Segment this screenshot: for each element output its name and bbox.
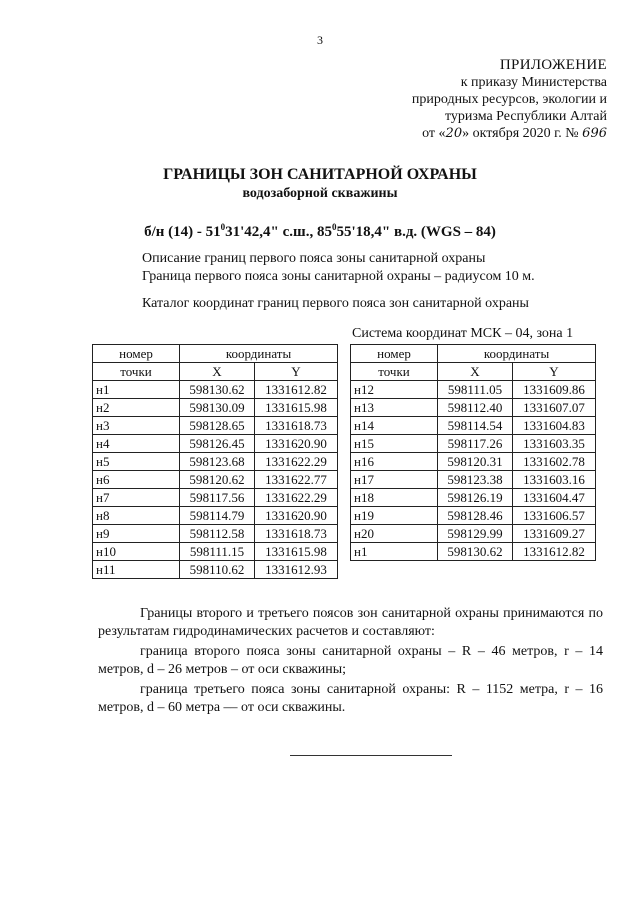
y-cell: 1331620.90 xyxy=(255,435,338,453)
point-cell: н19 xyxy=(351,507,438,525)
point-cell: н10 xyxy=(93,543,180,561)
y-cell: 1331618.73 xyxy=(255,417,338,435)
coordinate-system: Система координат МСК – 04, зона 1 xyxy=(352,326,574,341)
y-cell: 1331615.98 xyxy=(255,543,338,561)
y-cell: 1331618.73 xyxy=(255,525,338,543)
document-title: ГРАНИЦЫ ЗОН САНИТАРНОЙ ОХРАНЫ xyxy=(163,166,477,183)
table-row xyxy=(93,525,338,543)
paragraph-second-zone: граница второго пояса зоны санитарной охраны – R – 46 метров, r – 14 метров, d – 26 метров – от оси скважины; xyxy=(98,644,603,677)
appendix-date-line xyxy=(347,125,607,142)
paragraph-third-zone: граница третьего пояса зоны санитарной охраны: R – 1152 метра, r – 16 метров, d – 60 метра –– от оси скважины. xyxy=(98,682,603,715)
point-cell: н12 xyxy=(351,381,438,399)
point-cell: н14 xyxy=(351,417,438,435)
y-cell: 1331604.47 xyxy=(513,489,596,507)
date-prefix: от « xyxy=(422,126,446,141)
point-cell: н1 xyxy=(93,381,180,399)
x-cell: 598123.68 xyxy=(180,453,255,471)
y-cell: 1331602.78 xyxy=(513,453,596,471)
page-number: 3 xyxy=(317,33,323,47)
appendix-block xyxy=(347,57,607,142)
degree-mark: 0 xyxy=(331,222,337,232)
coords-part-a: б/н (14) - 51 xyxy=(144,224,221,240)
y-cell: 1331607.07 xyxy=(513,399,596,417)
x-cell: 598126.45 xyxy=(180,435,255,453)
header-point-number: номер xyxy=(351,345,438,363)
header-x: X xyxy=(180,363,255,381)
closing-rule xyxy=(290,755,452,756)
description-line-1: Описание границ первого пояса зоны санитарной охраны xyxy=(142,251,486,266)
point-cell: н18 xyxy=(351,489,438,507)
point-cell: н13 xyxy=(351,399,438,417)
x-cell: 598112.40 xyxy=(438,399,513,417)
y-cell: 1331612.93 xyxy=(255,561,338,579)
y-cell: 1331604.83 xyxy=(513,417,596,435)
point-cell: н4 xyxy=(93,435,180,453)
y-cell: 1331620.90 xyxy=(255,507,338,525)
point-cell: н2 xyxy=(93,399,180,417)
coords-part-c: 55'18,4" в.д. (WGS – 84) xyxy=(336,224,496,240)
header-point-number: номер xyxy=(93,345,180,363)
x-cell: 598130.09 xyxy=(180,399,255,417)
zone-description xyxy=(142,250,535,286)
table-row xyxy=(351,381,596,399)
table-row xyxy=(93,417,338,435)
document-subtitle: водозаборной скважины xyxy=(242,186,398,201)
x-cell: 598123.38 xyxy=(438,471,513,489)
date-day-handwritten: 20 xyxy=(445,126,463,141)
table-row xyxy=(351,417,596,435)
table-row xyxy=(351,507,596,525)
point-cell: н3 xyxy=(93,417,180,435)
y-cell: 1331603.35 xyxy=(513,435,596,453)
table-row xyxy=(93,399,338,417)
table-row xyxy=(93,381,338,399)
table-row xyxy=(351,543,596,561)
y-cell: 1331622.29 xyxy=(255,453,338,471)
x-cell: 598111.05 xyxy=(438,381,513,399)
point-cell: н7 xyxy=(93,489,180,507)
appendix-line-3: туризма Республики Алтай xyxy=(444,109,607,124)
x-cell: 598130.62 xyxy=(180,381,255,399)
appendix-line-2: природных ресурсов, экологии и xyxy=(411,92,607,107)
x-cell: 598120.62 xyxy=(180,471,255,489)
degree-mark: 0 xyxy=(220,222,226,232)
point-cell: н5 xyxy=(93,453,180,471)
order-number-handwritten: 696 xyxy=(582,126,607,141)
appendix-line-1: к приказу Министерства xyxy=(460,75,607,90)
point-cell: н16 xyxy=(351,453,438,471)
x-cell: 598120.31 xyxy=(438,453,513,471)
coordinates-table-left xyxy=(92,344,338,579)
y-cell: 1331612.82 xyxy=(513,543,596,561)
y-cell: 1331609.86 xyxy=(513,381,596,399)
point-cell: н11 xyxy=(93,561,180,579)
table-row xyxy=(93,507,338,525)
table-row xyxy=(93,435,338,453)
x-cell: 598111.15 xyxy=(180,543,255,561)
table-row xyxy=(351,399,596,417)
point-cell: н9 xyxy=(93,525,180,543)
point-cell: н15 xyxy=(351,435,438,453)
x-cell: 598128.46 xyxy=(438,507,513,525)
y-cell: 1331615.98 xyxy=(255,399,338,417)
x-cell: 598110.62 xyxy=(180,561,255,579)
date-suffix: » октября 2020 г. № xyxy=(462,126,579,141)
x-cell: 598129.99 xyxy=(438,525,513,543)
header-y: Y xyxy=(513,363,596,381)
x-cell: 598117.26 xyxy=(438,435,513,453)
table-row xyxy=(351,489,596,507)
x-cell: 598114.79 xyxy=(180,507,255,525)
point-cell: н1 xyxy=(351,543,438,561)
table-row xyxy=(351,471,596,489)
y-cell: 1331606.57 xyxy=(513,507,596,525)
header-point-label: точки xyxy=(351,363,438,381)
header-coordinates: координаты xyxy=(438,345,596,363)
point-cell: н17 xyxy=(351,471,438,489)
point-cell: н20 xyxy=(351,525,438,543)
well-coordinates xyxy=(0,222,640,241)
catalog-title: Каталог координат границ первого пояса зон санитарной охраны xyxy=(142,296,529,311)
table-row xyxy=(93,489,338,507)
point-cell: н8 xyxy=(93,507,180,525)
y-cell: 1331609.27 xyxy=(513,525,596,543)
table-row xyxy=(351,453,596,471)
header-coordinates: координаты xyxy=(180,345,338,363)
point-cell: н6 xyxy=(93,471,180,489)
table-row xyxy=(93,453,338,471)
header-point-label: точки xyxy=(93,363,180,381)
header-x: X xyxy=(438,363,513,381)
x-cell: 598112.58 xyxy=(180,525,255,543)
y-cell: 1331622.77 xyxy=(255,471,338,489)
table-row xyxy=(93,561,338,579)
x-cell: 598128.65 xyxy=(180,417,255,435)
coords-part-b: 31'42,4" с.ш., 85 xyxy=(225,224,332,240)
table-row xyxy=(93,471,338,489)
table-row xyxy=(351,435,596,453)
y-cell: 1331603.16 xyxy=(513,471,596,489)
table-row xyxy=(351,525,596,543)
x-cell: 598114.54 xyxy=(438,417,513,435)
x-cell: 598130.62 xyxy=(438,543,513,561)
header-y: Y xyxy=(255,363,338,381)
x-cell: 598126.19 xyxy=(438,489,513,507)
x-cell: 598117.56 xyxy=(180,489,255,507)
paragraph-zones-intro: Границы второго и третьего поясов зон санитарной охраны принимаются по результатам гидродинамических расчетов и составляют: xyxy=(98,606,603,639)
coordinates-table-right xyxy=(350,344,596,561)
description-line-2: Граница первого пояса зоны санитарной охраны – радиусом 10 м. xyxy=(142,269,535,284)
table-row xyxy=(93,543,338,561)
y-cell: 1331612.82 xyxy=(255,381,338,399)
appendix-heading: ПРИЛОЖЕНИЕ xyxy=(499,57,607,73)
y-cell: 1331622.29 xyxy=(255,489,338,507)
